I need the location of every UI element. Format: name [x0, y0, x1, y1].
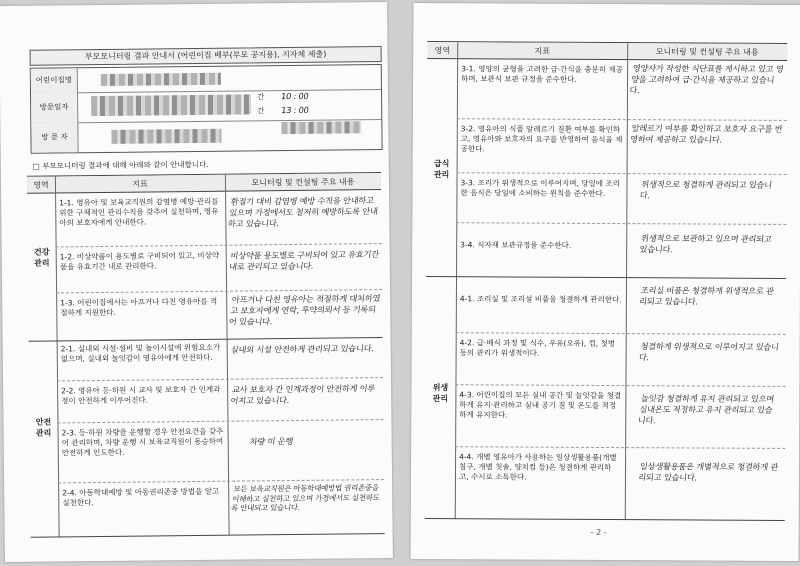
redacted-block — [281, 121, 361, 134]
indicator-text: 3-3. 조리가 위생적으로 이루어지며, 당일에 조리한 음식은 당일에 소비하는 원칙을 준수한다. — [460, 178, 620, 198]
comment-text: 놀잇감 청결하게 유지 관리되고 있으며 실내온도 적정하고 유지 관리되고 있습니다. — [637, 393, 775, 426]
comment-text: 청결하게 위생적으로 이루어지고 있습니다. — [638, 341, 780, 363]
indicator-text: 4-1. 조리실 및 조리설 비품을 청결하게 관리한다. — [459, 294, 622, 305]
info-label: 방문일자 — [31, 92, 78, 122]
row-divider — [456, 332, 786, 335]
row-divider — [456, 222, 786, 225]
row-divider — [455, 446, 785, 449]
redacted-block — [111, 129, 221, 144]
indicator-text: 1-2. 비상약품이 용도별로 구비되어 있고, 비상약품을 유효기간 내로 관리한다. — [59, 250, 220, 272]
indicator-text: 4-2. 급·배식 과정 및 식수, 우유(오유), 컵, 첫병 등의 관리가 위생적이다. — [459, 338, 616, 358]
comment-text: 실내외 시설 안전하게 관리되고 있습니다. — [230, 343, 375, 355]
comment-text: 위생적으로 보관하고 있으며 관리되고 있습니다. — [638, 233, 773, 255]
comment-text: 일상생활용품은 개별적으로 청결하게 관리되고 있습니다. — [637, 461, 779, 483]
header-indicator: 지표 — [534, 46, 550, 56]
header-indicator: 지표 — [132, 179, 148, 189]
indicator-text: 2-3. 등·하원 차량을 운행할 경우 안전요건을 갖추어 관리하며, 차량 운행 시 보육교직원이 동승하여 안전하게 인도한다. — [61, 426, 224, 458]
comment-text: 비상약품 용도별로 구비되어 있고 유효기간 내로 관리되고 있습니다. — [228, 249, 380, 272]
result-table-right — [425, 41, 787, 521]
result-table-left — [27, 172, 385, 538]
category-divider — [426, 276, 786, 279]
comment-text: 영양사가 작성한 식단표를 게시하고 있고 영양을 고려하여 급·간식을 제공하고 있습니다. — [628, 63, 785, 96]
category-meal: 급식 관리 — [433, 159, 450, 180]
time-suffix: 간 — [257, 92, 265, 102]
notice-text: □ 부모모니터링 결과에 대해 아래와 같이 안내합니다. — [32, 159, 209, 171]
visit-info-table — [30, 64, 383, 154]
indicator-text: 1-1. 영유아 및 보육교직원의 감염병 예방·관리를 위한 구체적인 관리수칙을 갖추어 실천하며, 영유아의 보호자에게 안내한다. — [59, 196, 219, 228]
left-page — [0, 2, 393, 562]
category-safety: 안전 관리 — [35, 417, 52, 438]
indicator-text: 1-3. 어린이집에서는 아프거나 다친 영유아를 적절하게 지원한다. — [60, 296, 218, 318]
indicator-text: 2-2. 영유아 등·하원 시 교사 및 보호자 간 인계과정이 안전하게 이루어진다. — [61, 384, 221, 406]
comment-text: 환절기 대비 감염병 예방 수칙을 안내하고 있으며 가정에서도 철저히 예방하도록 안내하고 있습니다. — [227, 195, 379, 229]
table-header — [27, 173, 381, 194]
row-divider — [56, 243, 382, 247]
comment-text: 교사 보호자 간 인계과정이 안전하게 이루어지고 있습니다. — [229, 383, 376, 406]
indicator-text: 4-4. 개별 영유아가 사용하는 일상생활용품(개별 침구, 개별 칫솔, 양치컵 등)은 청결하게 관리하고, 수시로 소독한다. — [458, 452, 617, 482]
info-label: 방 문 자 — [31, 122, 78, 152]
page-number: - 2 - — [590, 527, 607, 538]
time-suffix: 간 — [257, 106, 265, 116]
time-value: 10 : 00 — [280, 90, 310, 102]
comment-text: 조리실 비품은 청결하게 위생적으로 관리되고 있습니다. — [638, 285, 775, 307]
redacted-block — [91, 94, 251, 116]
header-area: 영역 — [33, 180, 49, 190]
row-divider — [457, 172, 787, 175]
comment-text: 위생적으로 청결하게 관리되고 있습니다. — [639, 179, 773, 201]
indicator-text: 3-1. 영양의 균형을 고려한 급·간식을 충분히 제공하며, 보관식 보관 규정을 준수한다. — [461, 64, 623, 84]
info-row-visitor — [31, 119, 381, 153]
header-comment: 모니터링 및 컨설팅 주요 내용 — [251, 177, 355, 188]
indicator-text: 4-3. 어린이집의 모든 실내 공간 및 놀잇감을 청결하게 유지·관리하고 실내 공기 질 및 온도를 적정하게 유지한다. — [459, 390, 622, 420]
comment-text: 아프거나 다친 영유아는 적절하게 대처하였고 보호자에게 연락, 투약의뢰서 등 기록되어 있습니다. — [228, 293, 381, 327]
indicator-text: 3-2. 영유아의 식품 알레르기 질환 여부를 확인하고, 영유아와 보호자의 요구를 반영하여 음식을 제공한다. — [460, 124, 623, 154]
page-title: 부모모니터링 결과 안내서 (어린이집 배부(부모 공지용), 지자체 제출) — [30, 46, 382, 66]
info-row-date — [31, 89, 381, 124]
right-page — [411, 3, 800, 561]
redacted-block — [101, 73, 221, 86]
row-divider — [57, 419, 383, 423]
indicator-text: 2-4. 아동학대예방 및 아동권리존중 방법을 알고 실천한다. — [62, 486, 220, 508]
comment-text: 차량 미 운행 — [249, 435, 294, 447]
header-comment: 모니터링 및 컨설팅 주요 내용 — [655, 47, 759, 57]
row-divider — [455, 384, 785, 387]
indicator-text: 2-1. 실내외 시설·설비 및 놀이시설에 위험요소가 없으며, 실내외 놀잇감이 영유아에게 안전하다. — [60, 342, 221, 364]
info-label: 어린이집명 — [31, 68, 78, 92]
comment-text: 알레르기 여부를 확인하고 보호자 요구를 반영하여 제공하고 있습니다. — [629, 123, 784, 145]
category-health: 건강 관리 — [33, 247, 50, 268]
category-hygiene: 위생 관리 — [432, 383, 449, 404]
table-header — [427, 42, 787, 61]
header-area: 영역 — [434, 46, 450, 56]
row-divider — [57, 377, 383, 381]
comment-text: 모든 보육교직원은 아동학대예방법 권리존중을 이해하고 실천하고 있으며 가정에서도 실천하도록 안내되고 있습니다. — [230, 483, 381, 513]
category-divider — [29, 337, 383, 342]
row-divider — [457, 118, 787, 121]
indicator-text: 3-4. 식자재 보관규정을 준수한다. — [460, 240, 572, 250]
time-value: 13 : 00 — [280, 104, 310, 116]
